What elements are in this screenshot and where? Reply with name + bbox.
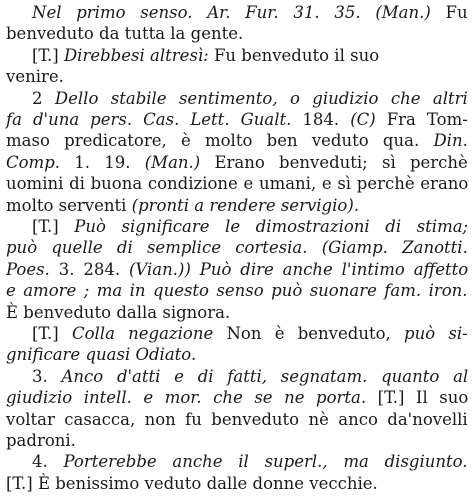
text-line-4 — [6, 66, 64, 88]
text-segment: Din. — [433, 131, 468, 151]
text-segment: Direbbesi altresì: — [63, 45, 209, 65]
text-line-14 — [6, 280, 468, 302]
text-segment: Porterebbe anche il superl., ma disgiunto. — [63, 452, 468, 472]
text-segment: 1. 19. — [60, 152, 145, 172]
text-segment: (Vian.)) Può dire anche l'intimo affetto — [128, 259, 469, 279]
text-segment: benveduto da tutta la gente. — [6, 24, 244, 44]
text-segment: [T.] Il suo — [366, 388, 469, 408]
text-segment: voltar casacca, non fu benveduto nè anco da'novelli — [6, 409, 468, 429]
text-segment: Fra Tom- — [375, 110, 468, 129]
text-segment: uomini di buona condizione e umani, e sì perchè erano — [6, 174, 469, 194]
text-segment: giudizio intell. e mor. che se ne porta. — [6, 388, 367, 408]
text-line-13 — [6, 259, 468, 281]
text-line-18 — [32, 366, 468, 388]
text-segment: Poes. — [6, 259, 50, 279]
text-segment: Fu — [430, 3, 468, 22]
text-segment: 3. — [32, 366, 62, 386]
text-line-7 — [6, 130, 468, 152]
text-line-19 — [6, 387, 468, 409]
text-segment: Può significare le dimostrazioni di stima; — [74, 217, 469, 236]
text-segment: Dello stabile sentimento, o giudizio che altri — [54, 88, 468, 108]
text-segment: Nel primo senso. Ar. Fur. 31. 35. (Man.) — [32, 3, 431, 22]
text-segment: Erano benveduti; sì perchè — [200, 152, 468, 172]
text-segment: Non è benveduto, — [213, 324, 405, 343]
text-segment: [T.] — [32, 217, 75, 236]
text-line-3 — [32, 45, 379, 67]
text-line-1 — [32, 2, 468, 24]
text-segment: molto serventi — [6, 195, 132, 215]
text-line-5 — [32, 88, 468, 110]
text-line-2 — [6, 23, 243, 45]
text-segment: 2 — [32, 88, 55, 108]
text-line-22 — [32, 451, 468, 473]
text-segment: 184. — [291, 110, 351, 129]
text-segment: 4. — [32, 452, 64, 472]
text-line-12 — [6, 237, 468, 259]
text-segment: Fu benveduto il suo — [208, 45, 380, 65]
text-line-11 — [32, 216, 468, 238]
text-line-6 — [6, 109, 468, 131]
text-line-15 — [6, 302, 230, 324]
text-segment: (pronti a rendere servigio). — [131, 195, 360, 215]
text-segment: È benveduto dalla signora. — [6, 302, 231, 322]
text-line-9 — [6, 173, 468, 195]
text-segment: fa d'una pers. Cas. Lett. Gualt. — [6, 110, 292, 129]
text-segment: Anco d'atti e di fatti, segnatam. quanto al — [61, 366, 469, 386]
text-segment: padroni. — [6, 431, 76, 450]
text-segment: può si- — [404, 324, 468, 343]
text-line-23 — [6, 473, 378, 495]
text-segment: maso predicatore, è molto ben veduto qua. — [6, 131, 434, 151]
text-segment: [T.] È benissimo veduto dalle donne vecchie. — [6, 473, 378, 493]
text-segment: (C) — [350, 110, 376, 129]
text-segment: [T.] — [32, 324, 72, 343]
text-segment: 3. 284. — [49, 259, 129, 279]
text-segment: può quelle di semplice cortesia. (Giamp. Zanotti. — [6, 238, 468, 258]
text-segment: Comp. — [6, 152, 61, 172]
text-line-21 — [6, 430, 76, 452]
dictionary-entry-text — [6, 2, 468, 495]
text-segment: venire. — [6, 67, 64, 87]
text-line-20 — [6, 409, 468, 431]
text-segment: e amore ; ma in questo senso può suonare fam. iron. — [6, 281, 468, 301]
text-line-10 — [6, 195, 359, 217]
text-segment: (Man.) — [144, 152, 201, 172]
text-line-8 — [6, 152, 468, 174]
text-segment: [T.] — [32, 45, 64, 65]
text-line-17 — [6, 344, 196, 366]
text-segment: gnificare quasi Odiato. — [6, 345, 197, 365]
text-segment: Colla negazione — [71, 324, 214, 343]
text-line-16 — [32, 323, 468, 345]
